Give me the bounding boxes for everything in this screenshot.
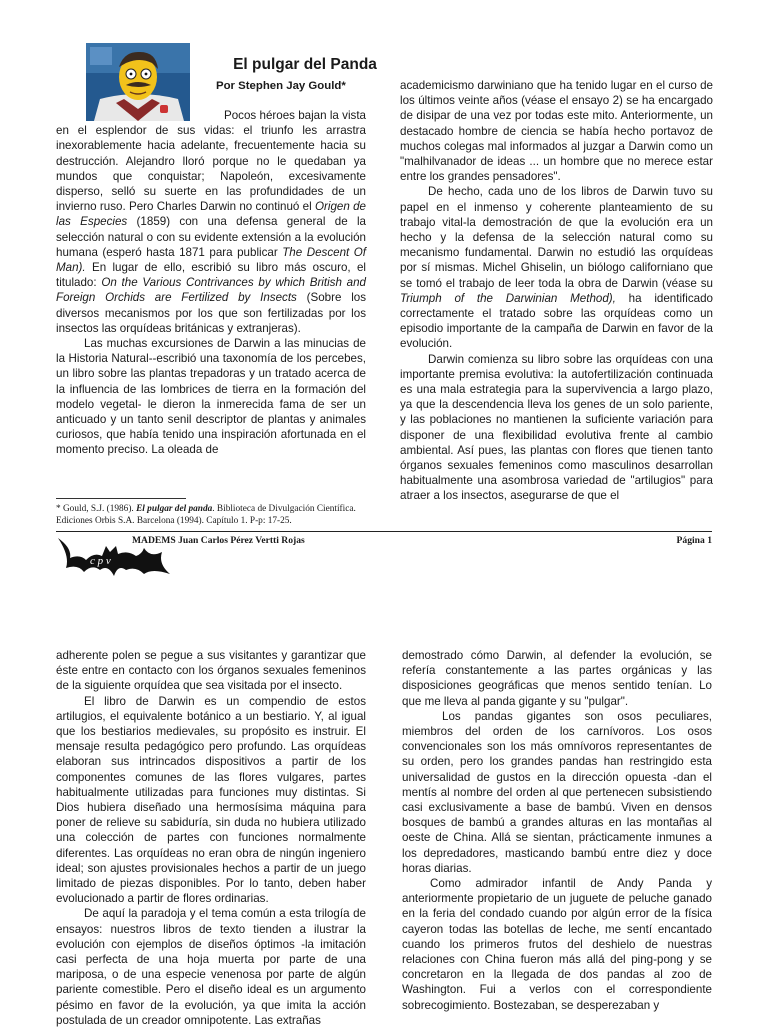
book-title-descent: The Descent Of Man). [56, 245, 366, 275]
page2-column-right [402, 648, 712, 1013]
footnote-text: . Biblioteca de Divulgación Científica. Ediciones Orbis S.A. Barcelona (1994). Capítulo 1. P-p: 17-25. [56, 504, 356, 526]
footnote-book-title: El pulgar del panda [136, 504, 213, 514]
footer-author: MADEMS Juan Carlos Pérez Vertti Rojas [132, 535, 305, 546]
paragraph [56, 108, 366, 336]
footer-rule [56, 531, 712, 532]
text-run: (Sobre los diversos mecanismos por los que son fertilizadas por los insectos las orquídeas británicas y extranjeras). [56, 291, 367, 335]
text-run: Pocos héroes bajan la vista en el esplendor de sus vidas: el triunfo les arrastra inexorablemente hacia adelante, frecuentemente hacia su destrucción. Alejandro lloró porque no le quedaban ya mundos que conquistar; Napoleón, excesivamente disperso, selló su suerte en las profundidades de un invierno ruso. Pero Charles Darwin no continuó el [56, 109, 366, 214]
paragraph: De aquí la paradoja y el tema común a esta trilogía de ensayos: nuestros libros de texto tienden a ilustrar la evolución con ejemplos de diseños óptimos -la imitación casi perfecta de una hoja muerta por parte de una mariposa, o de una especie venenosa por parte de algún pariente comestible. Pero el diseño ideal es un argumento pésimo en favor de la evolución, ya que imita la acción postulada de un creador omnipotente. Las extrañas [56, 907, 366, 1027]
book-title-orchids: On the Various Contrivances by which British and Foreign Orchids are Fertilized by Insects [56, 276, 366, 305]
book-title-triumph: Triumph of the Darwinian Method), [400, 291, 616, 305]
paragraph: El libro de Darwin es un compendio de estos artilugios, el equivalente botánico a un bestiario. Y, al igual que los bestiarios medievales, su propósito es instruir. El mensaje resulta pedagógico pero profundo. Las orquídeas elaboran sus intrincados dispositivos a partir de los componentes comunes de las flores vulgares, partes habitualmente utilizadas para funciones muy distintas. Si Dios hubiera diseñado una hermosísima máquina para poner de relieve su sabiduría, sin duda no hubiera utilizado una colección de partes con funciones normalmente diferentes. Las orquídeas no eran obra de ningún ingeniero ideal; son ajustes provisionales hechos a partir de un juego limitado de piezas disponibles. Por lo tanto, deben haber evolucionado a partir de flores ordinarias. [56, 694, 366, 906]
page1-column-right [400, 78, 713, 504]
paragraph [400, 184, 713, 351]
text-run: (1859) con una defensa general de la selección natural o con su evidente extensión a la evolución humana (esperó hasta 1871 para publicar [56, 215, 367, 259]
footer-page-number: Página 1 [676, 535, 712, 546]
text-run: En lugar de ello, escribió su libro más oscuro, el titulado: [56, 261, 366, 290]
text-run: ha identificado correctamente el tratado sobre las orquídeas como un episodio importante de la campaña de Darwin en favor de la evolución. [400, 291, 713, 351]
article-title: El pulgar del Panda [233, 56, 377, 73]
text-run: De hecho, cada uno de los libros de Darwin tuvo su papel en el inmenso y coherente planteamiento de su trabajo vital-la demostración de que la evolución era un hecho y la defensa de la selección natural como su mecanismo fundamental. Darwin no estudió las orquídeas por sí mismas. Michel Ghiselin, un biólogo californiano que se tomó el trabajo de leer toda la obra de Darwin (véase su [400, 185, 713, 290]
page1-column-left [56, 108, 366, 458]
paragraph: demostrado cómo Darwin, al defender la evolución, se refería constantemente a las partes orgánicas y las disposiciones geográficas que menos sentido tenían. Lo que me lleva al panda gigante y su "pulgar". [402, 649, 712, 708]
paragraph: Las muchas excursiones de Darwin a las minucias de la Historia Natural--escribió una taxonomía de los percebes, un libro sobre las plantas trepadoras y un tratado acerca de la influencia de las lombrices de tierra en la formación del modelo vegetal- le dieron la inmerecida fama de ser un anticuado y un tanto senil descriptor de plantas y animales curiosos, que había tenido una inspiración afortunada en el momento preciso. La oleada de [56, 337, 366, 457]
paragraph: Como admirador infantil de Andy Panda y anteriormente propietario de un juguete de peluche ganado en la feria del condado cuando por algún error de la física cayeron todas las botellas de leche, me sentí encantado cuando los primeros frutos del deshielo de nuestras relaciones con China fueron más allá del ping-pong y se concretaron en la llegada de dos pandas al zoo de Washington. Fui a verlos con el correspondiente sobrecogimiento. Bostezaban, se desperezaban y [402, 877, 712, 1012]
book-title-origin: Origen de las Especies [56, 200, 366, 229]
footnote-text: * Gould, S.J. (1986). [56, 504, 137, 514]
paragraph: Darwin comienza su libro sobre las orquídeas con una importante premisa evolutiva: la autofertilización continuada es una mala estrategia para la supervivencia a largo plazo, ya que la descendencia lleva los genes de un solo pariente, y las poblaciones no mantienen la suficiente variación para disponer de una flexibilidad evolutiva frente al cambio ambiental. Así pues, las plantas con flores que tienen tanto órganos sexuales femeninos como masculinos desarrollan habitualmente una asombrosa variedad de "artilugios" para atraer a los insectos, asegurarse de que el [400, 352, 713, 503]
paragraph: adherente polen se pegue a sus visitantes y garantizar que éste entre en contacto con los órganos sexuales femeninos de la siguiente orquídea que sea visitada por el insecto. [56, 649, 366, 693]
page2-column-left [56, 648, 366, 1028]
footnote-rule [56, 498, 186, 499]
paragraph: academicismo darwiniano que ha tenido lugar en el curso de los últimos veinte años (véase el ensayo 2) se ha encargado de disipar de una vez por todas este mito. Anteriormente, un destacado hombre de ciencia se había hecho portavoz de muchos colegas mal informados al juzgar a Darwin como un "malhilvanador de ideas ... un hombre que no merece estar entre los grandes pensadores". [400, 79, 713, 184]
footnote [56, 503, 374, 527]
paragraph: Los pandas gigantes son osos peculiares, miembros del orden de los carnívoros. Los osos convencionales son los más omnívoros representantes de su orden, pero los grandes pandas han restringido esta universalidad de gustos en la dirección opuesta -dan el mentís al nombre del orden al que pertenecen subsistiendo casi exclusivamente a base de bambú. Viven en densos bosques de bambú a grandes alturas en las montañas al oeste de China. Allá se sientan, prácticamente inmunes a los depredadores, masticando bambú entre diez y doce horas diarias. [402, 709, 712, 875]
article-byline: Por Stephen Jay Gould* [216, 80, 346, 92]
svg-text:c p v: c p v [90, 555, 111, 567]
